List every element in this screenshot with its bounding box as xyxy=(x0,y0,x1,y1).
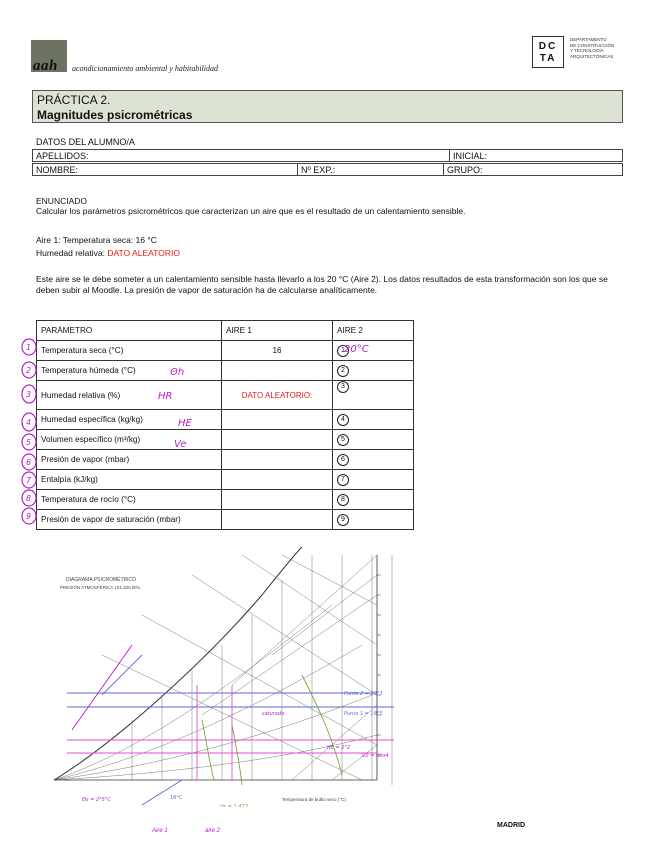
inicial-field[interactable]: INICIAL: xyxy=(450,150,623,162)
chart-title: DIAGRAMA PSICROMÉTRICO xyxy=(66,577,137,583)
note-16c: 16°C xyxy=(170,795,183,801)
hand-note-ve: Ve xyxy=(174,439,187,450)
student-table-2 xyxy=(32,163,623,176)
page-title: Magnitudes psicrométricas xyxy=(37,108,193,122)
grupo-field[interactable]: GRUPO: xyxy=(444,164,623,176)
enunciado-heading: ENUNCIADO xyxy=(36,196,88,206)
param-name: Temperatura húmeda (°C) xyxy=(37,361,222,381)
dept-line: Y TECNOLOGÍA xyxy=(570,48,604,53)
hand-num: 9 xyxy=(26,512,32,521)
hand-annotations xyxy=(0,330,400,530)
hand-num: 4 xyxy=(26,418,32,427)
number-badge: 3 xyxy=(337,381,349,393)
x-axis-label: Temperatura de bulbo seco (°C) xyxy=(282,797,346,802)
note-sat: saturado xyxy=(262,711,285,717)
number-badge: 7 xyxy=(337,474,349,486)
footer-aire1: Aire 1 xyxy=(152,828,168,834)
dept-line: DEPARTAMENTO xyxy=(570,37,607,42)
number-badge: 6 xyxy=(337,454,349,466)
humedad-label: Humedad relativa: xyxy=(36,248,108,258)
note-ve: Ve = 1.473 xyxy=(220,804,248,807)
hand-num: 7 xyxy=(26,476,32,485)
note-va: V2 = 0bo4 xyxy=(362,753,389,759)
hand-note-theta: Θh xyxy=(170,367,185,378)
footer-aire2: aire 2 xyxy=(205,828,221,834)
number-badge: 9 xyxy=(337,514,349,526)
hand-note-hr: HR xyxy=(158,391,173,402)
param-name: Presión de vapor (mbar) xyxy=(37,450,222,470)
humedad-line xyxy=(36,248,621,259)
hand-num: 2 xyxy=(26,366,32,375)
apellidos-field[interactable]: APELLIDOS: xyxy=(33,150,450,162)
psychrometric-chart xyxy=(32,535,394,807)
note-punto1: Punto 1 = 18°5 xyxy=(344,711,383,717)
logo-text: aah xyxy=(33,58,58,74)
humedad-value: DATO ALEATORIO xyxy=(107,248,180,258)
tagline: acondicionamiento ambiental y habitabilidad xyxy=(72,64,218,73)
param-name: Temperatura seca (°C) xyxy=(37,341,222,361)
header-aire2: AIRE 2 xyxy=(333,321,414,341)
param-name: Presión de vapor de saturación (mbar) xyxy=(37,510,222,530)
param-name: Volumen específico (m³/kg) xyxy=(37,430,222,450)
student-table xyxy=(32,149,623,162)
header-parametro: PARÁMETRO xyxy=(37,321,222,341)
number-badge: 5 xyxy=(337,434,349,446)
enunciado-paragraph: Este aire se le debe someter a un calentamiento sensible hasta llevarlo a los 20 °C (Aire 2). Los datos resultados de esta transformación son los que se deben subir al Moodle. La presión de vapor de saturación ha de calcularse analíticamente. xyxy=(36,274,608,295)
note-he: HE = 2°2 xyxy=(327,745,351,751)
footer-madrid: MADRID xyxy=(497,822,525,829)
note-tseco: Θs = 2°5°C xyxy=(82,797,111,803)
aire1-value[interactable]: 16 xyxy=(222,341,333,361)
aire1-text: Aire 1: Temperatura seca: 16 °C xyxy=(36,235,157,245)
chart-subtitle: PRESIÓN ATMOSFÉRICA 101.325 kPa xyxy=(60,585,140,590)
param-name: Humedad relativa (%) xyxy=(37,381,222,410)
param-name: Entalpía (kJ/kg) xyxy=(37,470,222,490)
practice-number: PRÁCTICA 2. xyxy=(37,93,111,107)
param-name: Humedad específica (kg/kg) xyxy=(37,410,222,430)
hand-note-20c: 20°C xyxy=(344,344,369,355)
dcta-line1: DC xyxy=(538,41,558,52)
department-name xyxy=(570,37,640,59)
number-badge: 2 xyxy=(337,365,349,377)
hand-note-he: HE xyxy=(178,418,192,429)
number-badge: 1 xyxy=(337,345,349,357)
note-punto2: Punto 2 = 23°3 xyxy=(344,691,383,697)
aire1-value[interactable]: DATO ALEATORIO: xyxy=(222,381,333,410)
dept-line: ARQUITECTÓNICAS xyxy=(570,53,614,59)
header-aire1: AIRE 1 xyxy=(222,321,333,341)
number-badge: 4 xyxy=(337,414,349,426)
dcta-line2: TA xyxy=(539,53,557,64)
enunciado-text: Calcular los parámetros psicrométricos que caracterizan un aire que es el resultado de un calentamiento sensible. xyxy=(36,206,466,216)
hand-num: 6 xyxy=(26,458,32,467)
hand-num: 5 xyxy=(26,438,32,447)
hand-num: 8 xyxy=(26,494,32,503)
hand-num: 3 xyxy=(26,390,32,399)
hand-num: 1 xyxy=(26,343,32,352)
dept-line: DE CONSTRUCCIÓN xyxy=(570,42,615,48)
number-badge: 8 xyxy=(337,494,349,506)
nexp-field[interactable]: Nº EXP.: xyxy=(298,164,444,176)
student-data-heading: DATOS DEL ALUMNO/A xyxy=(36,137,135,147)
dcta-logo xyxy=(532,36,564,68)
nombre-field[interactable]: NOMBRE: xyxy=(33,164,298,176)
param-name: Temperatura de rocío (°C) xyxy=(37,490,222,510)
